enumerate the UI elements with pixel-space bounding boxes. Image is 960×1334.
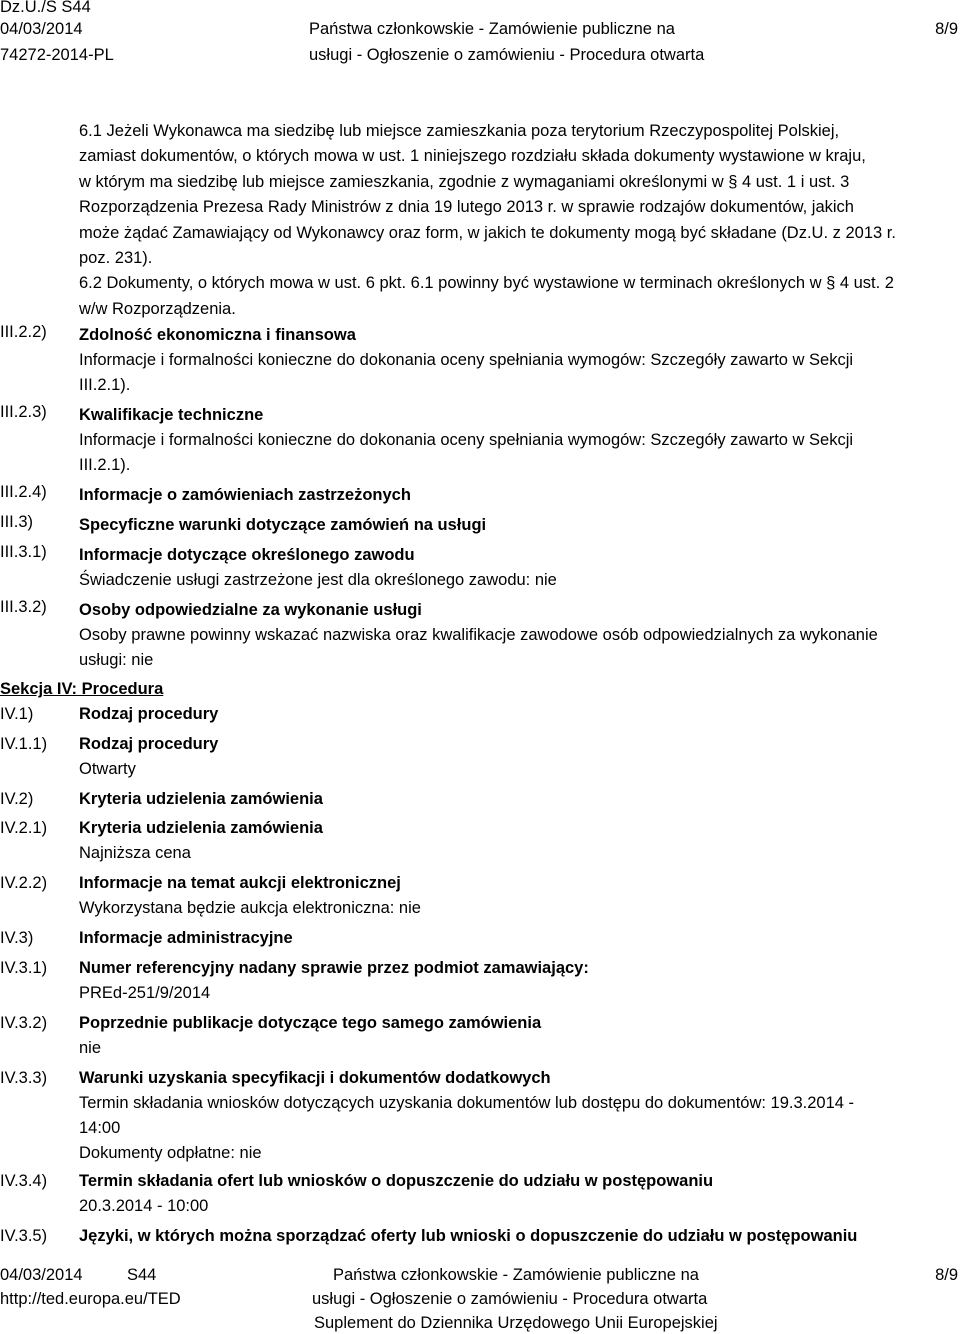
- section-entry: [79, 513, 950, 538]
- section-number: IV.1.1): [0, 735, 48, 753]
- section-number: III.2.4): [0, 483, 47, 501]
- section-text: Wykorzystana będzie aukcja elektroniczna: nie: [79, 899, 421, 917]
- section-text: Informacje i formalności konieczne do dokonania oceny spełniania wymogów: Szczegóły zawarto w Sekcji: [79, 431, 854, 449]
- section-number: III.2.3): [0, 403, 47, 421]
- section-number: IV.3.1): [0, 959, 48, 977]
- section-number: IV.3.2): [0, 1014, 48, 1032]
- intro-line: 6.2 Dokumenty, o których mowa w ust. 6 pkt. 6.1 powinny być wystawione w terminach określonych w § 4 ust. 2: [79, 274, 894, 293]
- header-title-line2: usługi - Ogłoszenie o zamówieniu - Procedura otwarta: [309, 46, 705, 64]
- intro-line: może żądać Zamawiający od Wykonawcy oraz form, w jakich te dokumenty mogą być składane (Dz.U. z 2013 r.: [79, 223, 896, 242]
- section-heading: Zdolność ekonomiczna i finansowa: [79, 326, 356, 344]
- section-entry: [79, 871, 950, 921]
- section-number: III.3): [0, 513, 34, 531]
- section-text: PREd-251/9/2014: [79, 984, 211, 1002]
- section-entry: [79, 1066, 950, 1166]
- section-heading: Kryteria udzielenia zamówienia: [79, 819, 323, 837]
- section-heading: Termin składania ofert lub wniosków o dopuszczenie do udziału w postępowaniu: [79, 1172, 714, 1190]
- header-date: 04/03/2014: [0, 20, 83, 38]
- footer-ref: S44: [127, 1266, 157, 1284]
- section-heading: Języki, w których można sporządzać oferty lub wnioski o dopuszczenie do udziału w postępowaniu: [79, 1227, 858, 1245]
- section-text: nie: [79, 1039, 102, 1057]
- footer-date: 04/03/2014: [0, 1266, 83, 1284]
- section-entry: [79, 598, 950, 673]
- section-number: III.3.2): [0, 598, 47, 616]
- section-entry: [79, 702, 950, 727]
- section-number: IV.1): [0, 705, 34, 723]
- header-page-number: 8/9: [935, 20, 958, 38]
- header-title-line1: Państwa członkowskie - Zamówienie publiczne na: [309, 20, 675, 38]
- section-title: Sekcja IV: Procedura: [0, 680, 164, 698]
- footer-title-line1: Państwa członkowskie - Zamówienie publiczne na: [333, 1266, 699, 1284]
- section-text: 20.3.2014 - 10:00: [79, 1197, 209, 1215]
- section-heading: Warunki uzyskania specyfikacji i dokumentów dodatkowych: [79, 1069, 551, 1087]
- section-text: Osoby prawne powinny wskazać nazwiska oraz kwalifikacje zawodowe osób odpowiedzialnych za wykonanie: [79, 626, 878, 644]
- section-heading: Rodzaj procedury: [79, 705, 219, 723]
- section-heading: Informacje o zamówieniach zastrzeżonych: [79, 486, 411, 504]
- section-entry: [79, 816, 950, 866]
- section-heading: Osoby odpowiedzialne za wykonanie usługi: [79, 601, 422, 619]
- section-text: III.2.1).: [79, 376, 131, 394]
- section-text: Otwarty: [79, 760, 136, 778]
- section-heading: Specyficzne warunki dotyczące zamówień na usługi: [79, 516, 487, 534]
- notice-number: 74272-2014-PL: [0, 46, 114, 64]
- section-number: IV.3.5): [0, 1227, 48, 1245]
- section-heading: Numer referencyjny nadany sprawie przez podmiot zamawiający:: [79, 959, 589, 977]
- intro-line: Rozporządzenia Prezesa Rady Ministrów z dnia 19 lutego 2013 r. w sprawie rodzajów dokumentów, jakich: [79, 198, 854, 217]
- section-number: IV.2): [0, 790, 34, 808]
- section-heading: Poprzednie publikacje dotyczące tego samego zamówienia: [79, 1014, 542, 1032]
- section-heading: Kryteria udzielenia zamówienia: [79, 790, 323, 808]
- section-number: IV.3): [0, 929, 34, 947]
- section-heading: Kwalifikacje techniczne: [79, 406, 264, 424]
- section-text: Informacje i formalności konieczne do dokonania oceny spełniania wymogów: Szczegóły zawarto w Sekcji: [79, 351, 854, 369]
- footer-title-line2: usługi - Ogłoszenie o zamówieniu - Procedura otwarta: [312, 1290, 708, 1308]
- section-heading: Rodzaj procedury: [79, 735, 219, 753]
- section-text: Najniższa cena: [79, 844, 191, 862]
- section-entry: [79, 1011, 950, 1061]
- section-entry: [79, 956, 950, 1006]
- intro-line: zamiast dokumentów, o których mowa w ust. 1 niniejszego rozdziału składa dokumenty wystawione w kraju,: [79, 147, 866, 166]
- section-entry: [79, 926, 950, 951]
- section-entry: [79, 1169, 950, 1219]
- intro-paragraph: [79, 119, 896, 322]
- section-number: IV.2.1): [0, 819, 48, 837]
- section-entry: [79, 543, 950, 593]
- section-entry: [79, 1224, 950, 1249]
- section-entry: [79, 483, 950, 508]
- section-entry: [79, 787, 950, 812]
- section-text: III.2.1).: [79, 456, 131, 474]
- section-text: Dokumenty odpłatne: nie: [79, 1144, 262, 1162]
- section-text: 14:00: [79, 1119, 121, 1137]
- section-entry: [79, 732, 950, 782]
- footer-page-number: 8/9: [935, 1266, 958, 1284]
- doc-ref: Dz.U./S S44: [0, 0, 91, 16]
- section-entry: [79, 403, 950, 478]
- section-number: IV.3.4): [0, 1172, 48, 1190]
- section-heading: Informacje administracyjne: [79, 929, 293, 947]
- intro-line: 6.1 Jeżeli Wykonawca ma siedzibę lub miejsce zamieszkania poza terytorium Rzeczypospolitej Polskiej,: [79, 122, 840, 140]
- intro-line: w którym ma siedzibę lub miejsce zamieszkania, zgodnie z wymaganiami określonymi w § 4 ust. 1 i ust. 3: [79, 172, 850, 191]
- intro-line: poz. 231).: [79, 249, 153, 268]
- section-text: usługi: nie: [79, 651, 154, 669]
- section-number: III.3.1): [0, 543, 47, 561]
- footer-title-line3: Suplement do Dziennika Urzędowego Unii Europejskiej: [314, 1314, 718, 1332]
- intro-line: w/w Rozporządzenia.: [79, 299, 236, 318]
- section-text: Termin składania wniosków dotyczących uzyskania dokumentów lub dostępu do dokumentów: 19.3.2014 -: [79, 1094, 855, 1112]
- section-number: IV.2.2): [0, 874, 48, 892]
- section-heading: Informacje dotyczące określonego zawodu: [79, 546, 415, 564]
- section-heading: Informacje na temat aukcji elektronicznej: [79, 874, 401, 892]
- section-number: III.2.2): [0, 323, 47, 341]
- section-text: Świadczenie usługi zastrzeżone jest dla określonego zawodu: nie: [79, 571, 557, 589]
- footer-url[interactable]: http://ted.europa.eu/TED: [0, 1290, 181, 1308]
- section-entry: [79, 323, 950, 398]
- section-number: IV.3.3): [0, 1069, 48, 1087]
